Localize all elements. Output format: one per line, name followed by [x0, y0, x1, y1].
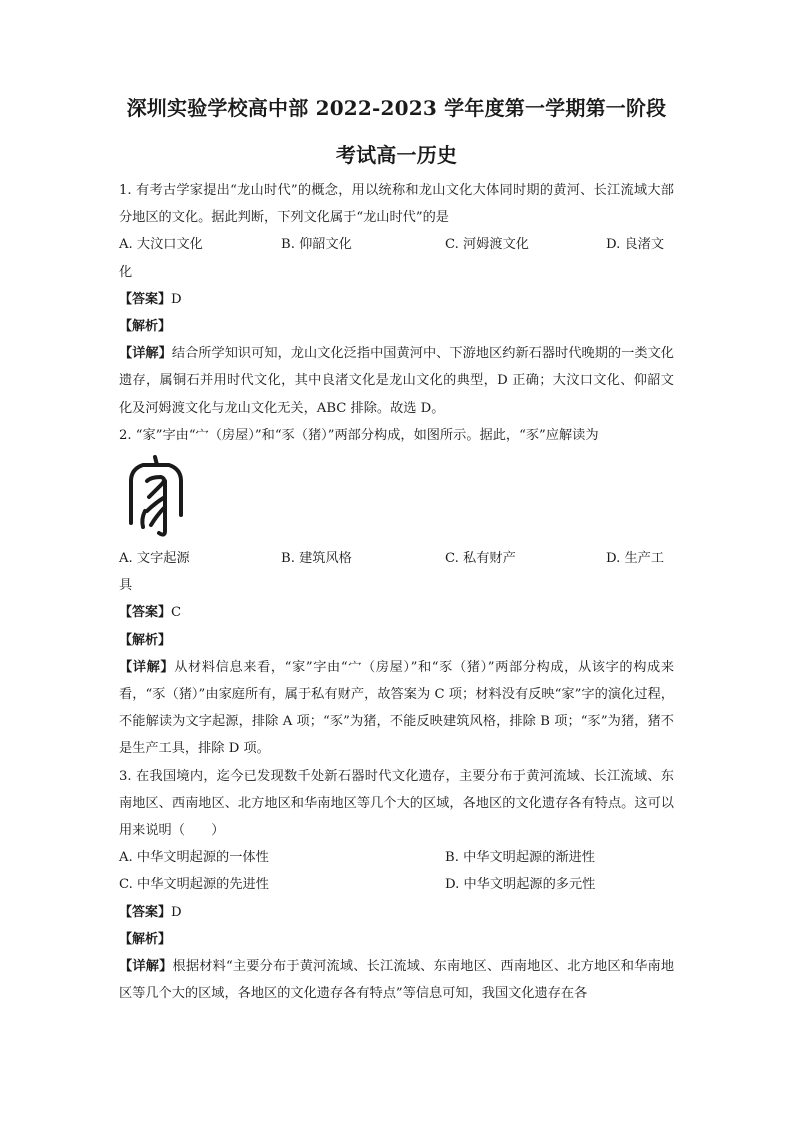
- analysis-label: 【解析】: [119, 319, 172, 334]
- detail-label: 【详解】: [119, 659, 175, 675]
- question-1-options: [119, 231, 674, 258]
- analysis-label: 【解析】: [119, 632, 172, 648]
- question-1-stem: 1. 有考古学家提出“龙山时代”的概念，用以统称和龙山文化大体同时期的黄河、长江流域大部分地区的文化。据此判断，下列文化属于“龙山时代”的是: [119, 183, 674, 226]
- detail-text: 结合所学知识可知，龙山文化泛指中国黄河中、下游地区约新石器时代晚期的一类文化遗存，属铜石并用时代文化，其中良渚文化是龙山文化的典型，D 正确；大汶口文化、仰韶文化及河姆渡文化与龙山文化无关，ABC 排除。故选 D。: [119, 346, 674, 416]
- question-3-options-row-2: [119, 871, 674, 898]
- question-3-options-row-1: [119, 844, 674, 871]
- page-title-line-2: 考试高一历史: [335, 143, 458, 167]
- question-1: [119, 177, 674, 422]
- page-title-line-1: 深圳实验学校高中部 2022-2023 学年度第一学期第一阶段: [126, 96, 667, 120]
- question-3-option-d: D. 中华文明起源的多元性: [445, 877, 596, 893]
- oracle-bone-jia-character-figure: [121, 451, 674, 545]
- answer-label: 【答案】: [119, 904, 172, 920]
- analysis-label: 【解析】: [119, 931, 172, 947]
- answer-value: D: [171, 904, 182, 920]
- question-3-detail: [119, 953, 674, 1007]
- question-3-option-c: C. 中华文明起源的先进性: [119, 877, 269, 893]
- question-3: [119, 763, 674, 1008]
- question-2-stem: 2. “家”字由“宀（房屋）”和“豕（猪）”两部分构成，如图所示。据此，“豕”应解读为: [119, 427, 599, 443]
- question-1-answer: [119, 286, 674, 313]
- answer-label: 【答案】: [119, 291, 172, 307]
- question-2-option-d: D. 生产工: [606, 551, 665, 567]
- oracle-bone-jia-character-icon: [121, 451, 191, 545]
- question-1-option-b: B. 仰韶文化: [281, 237, 352, 253]
- question-1-detail: [119, 340, 674, 422]
- question-1-option-a: A. 大汶口文化: [119, 237, 203, 253]
- detail-label: 【详解】: [119, 346, 172, 362]
- answer-value: D: [171, 291, 182, 307]
- answer-label: 【答案】: [119, 605, 172, 621]
- detail-label: 【详解】: [119, 959, 173, 975]
- answer-value: C: [171, 605, 182, 621]
- detail-text: 从材料信息来看，“家”字由“宀（房屋）”和“豕（猪）”两部分构成，从该字的构成来看，“豕（猪）”由家庭所有，属于私有财产，故答案为 C 项；材料没有反映“家”字的演化过程，不能解读为文字起源，排除 A 项；“豕”为猪，不能反映建筑风格，排除 B 项；“豕”为猪，猪不是生产工具，排除 D 项。: [119, 659, 675, 757]
- question-3-answer: [119, 899, 674, 926]
- question-2-option-b: B. 建筑风格: [281, 551, 352, 567]
- question-3-option-a: A. 中华文明起源的一体性: [119, 850, 269, 866]
- question-1-option-c: C. 河姆渡文化: [445, 237, 529, 253]
- question-2-option-c: C. 私有财产: [445, 551, 516, 567]
- question-2-detail: [119, 654, 674, 763]
- question-1-option-d-wrap: 化: [119, 264, 133, 280]
- question-3-stem: 3. 在我国境内，迄今已发现数千处新石器时代文化遗存，主要分布于黄河流域、长江流域、东南地区、西南地区、北方地区和华南地区等几个大的区域，各地区的文化遗存各有特点。这可以用来说明（ ）: [119, 768, 674, 839]
- question-1-option-d: D. 良渚文: [606, 237, 665, 253]
- detail-text: 根据材料“主要分布于黄河流域、长江流域、东南地区、西南地区、北方地区和华南地区等几个大的区域，各地区的文化遗存各有特点”等信息可知，我国文化遗存在各: [119, 959, 675, 1002]
- question-2-option-a: A. 文字起源: [119, 551, 190, 567]
- question-2-option-d-wrap: 具: [119, 578, 133, 594]
- question-2-answer: [119, 599, 674, 626]
- question-2: [119, 422, 674, 763]
- question-2-options: [119, 545, 674, 572]
- question-3-option-b: B. 中华文明起源的渐进性: [445, 850, 595, 866]
